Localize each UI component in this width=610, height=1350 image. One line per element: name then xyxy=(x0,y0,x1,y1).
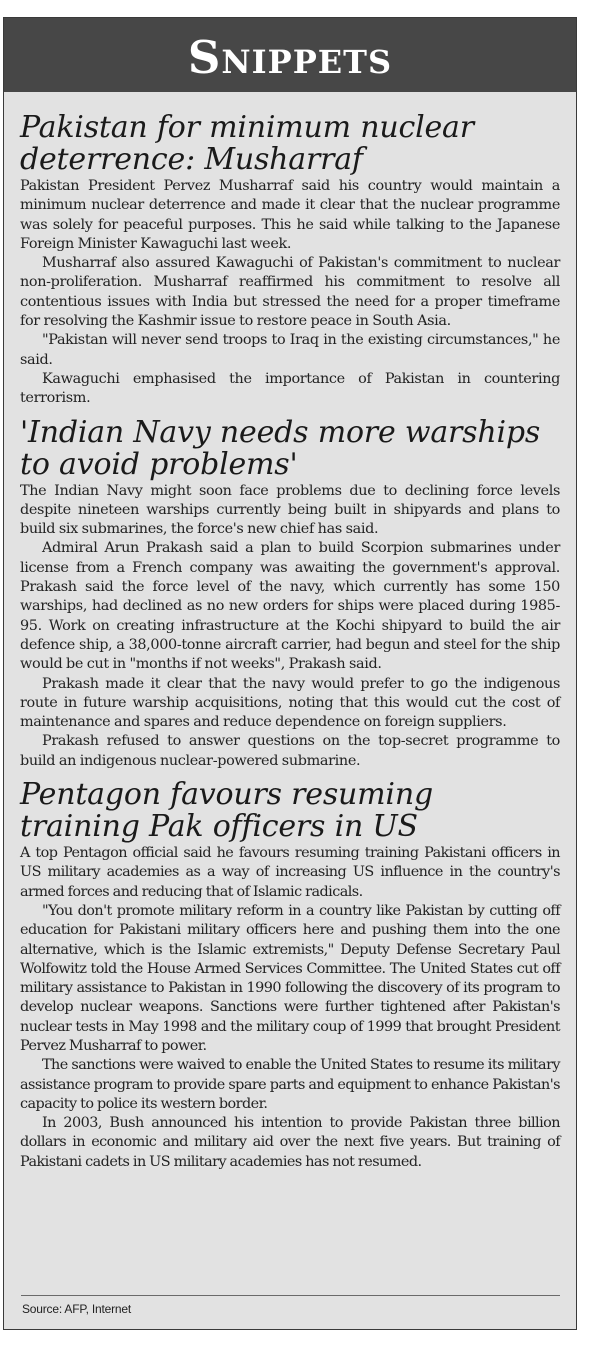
story-paragraph: The Indian Navy might soon face problems due to declining force levels despite nineteen warships currently being built in shipyards and plans to build six submarines, the force's new chief has said. xyxy=(20,482,560,538)
banner-title: Snippets xyxy=(187,30,393,84)
story-paragraph: In 2003, Bush announced his intention to provide Pakistan three billion dollars in economic and military aid over the next five years. But training of Pakistani cadets in US military academies has not resumed. xyxy=(20,1115,560,1170)
footer-divider xyxy=(21,1295,560,1296)
source-credit: Source: AFP, Internet xyxy=(22,1302,131,1316)
story-paragraph: Kawaguchi emphasised the importance of Pakistan in countering terrorism. xyxy=(20,370,560,407)
story-paragraph: Prakash made it clear that the navy would prefer to go the indigenous route in future warship acquisitions, noting that this would cut the cost of maintenance and spares and reduce dependence on foreign suppliers. xyxy=(20,675,560,731)
story-paragraph: Admiral Arun Prakash said a plan to build Scorpion submarines under license from a French company was awaiting the government's approval. Prakash said the force level of the navy, which currently has some 150 warships, had declined as no new orders for ships were placed during 1985-95. Work on creating infrastructure at the Kochi shipyard to build the air defence ship, a 38,000-tonne aircraft carrier, had begun and steel for the ship would be cut in "months if not weeks", Prakash said. xyxy=(20,540,560,673)
story-headline: Pakistan for minimum nuclear deterrence: Musharraf xyxy=(20,110,474,177)
story-paragraph: "You don't promote military reform in a country like Pakistan by cutting off education for Pakistani military officers here and pushing them into the one alternative, which is the Islamic extremists," Deputy Defense Secretary Paul Wolfowitz told the House Armed Services Committee. The United States cut off military assistance to Pakistan in 1990 following the discovery of its program to develop nuclear weapons. Sanctions were further tightened after Pakistan's nuclear tests in May 1998 and the military coup of 1999 that brought President Pervez Musharraf to power. xyxy=(20,902,560,1054)
story-pentagon-training xyxy=(20,779,560,1172)
story-paragraph: Prakash refused to answer questions on the top-secret programme to build an indigenous nuclear-powered submarine. xyxy=(20,733,560,769)
snippets-panel xyxy=(3,17,577,1330)
story-musharraf-deterrence xyxy=(20,112,560,409)
story-paragraph: The sanctions were waived to enable the United States to resume its military assistance program to provide spare parts and equipment to enhance Pakistan's capacity to police its western border. xyxy=(20,1057,560,1112)
story-headline: 'Indian Navy needs more warships to avoid problems' xyxy=(20,414,541,482)
story-paragraph: Pakistan President Pervez Musharraf said his country would maintain a minimum nuclear deterrence and made it clear that the nuclear programme was solely for peaceful purposes. This he said while talking to the Japanese Foreign Minister Kawaguchi last week. xyxy=(20,178,560,252)
story-paragraph: "Pakistan will never send troops to Iraq in the existing circumstances," he said. xyxy=(20,332,560,368)
story-paragraph: A top Pentagon official said he favours resuming training Pakistani officers in US military academies as a way of increasing US influence in the country's armed forces and reducing that of Islamic radicals. xyxy=(20,845,560,900)
story-headline: Pentagon favours resuming training Pak officers in US xyxy=(20,777,433,845)
story-indian-navy xyxy=(20,414,560,771)
story-paragraph: Musharraf also assured Kawaguchi of Pakistan's commitment to nuclear non-proliferation. Musharraf reaffirmed his commitment to resolve all contentious issues with India but stressed the need for a proper timeframe for resolving the Kashmir issue to restore peace in South Asia. xyxy=(20,255,560,330)
snippets-banner xyxy=(4,18,576,92)
stories-column xyxy=(20,112,560,1172)
